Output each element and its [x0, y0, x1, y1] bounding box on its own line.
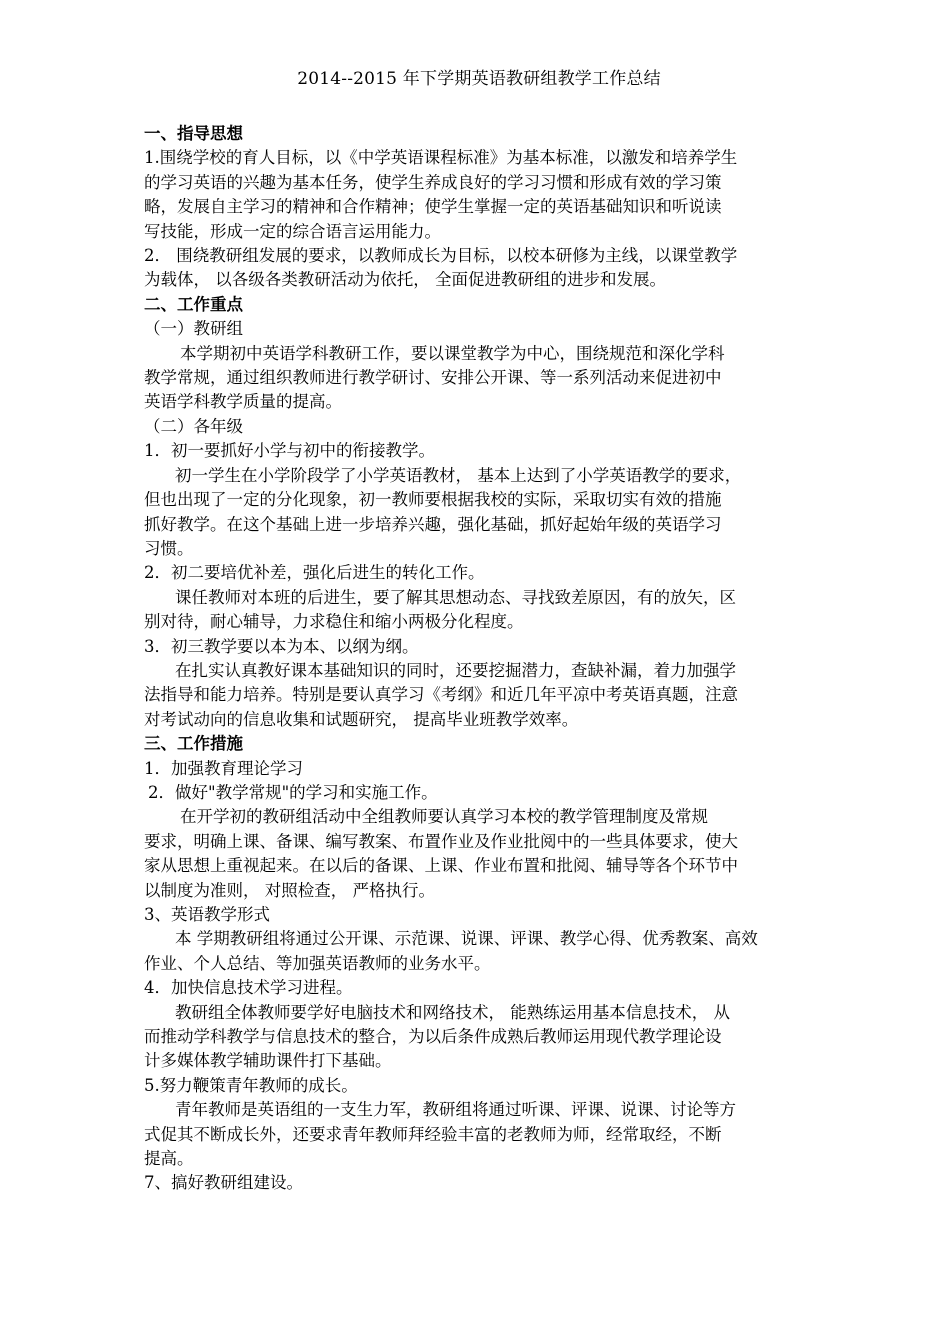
paragraph-line: 教研组全体教师要学好电脑技术和网络技术， 能熟练运用基本信息技术， 从 [175, 1002, 730, 1022]
subsection-heading: （一）教研组 [144, 319, 243, 339]
paragraph-line: 习惯。 [144, 538, 194, 558]
list-item-heading: 4．加快信息技术学习进程。 [144, 978, 353, 998]
document-body [144, 122, 814, 1196]
paragraph-line: 写技能，形成一定的综合语言运用能力。 [144, 221, 441, 241]
paragraph-line: 但也出现了一定的分化现象，初一教师要根据我校的实际，采取切实有效的措施 [144, 490, 722, 510]
paragraph-line: 要求，明确上课、备课、编写教案、布置作业及作业批阅中的一些具体要求，使大 [144, 831, 738, 851]
paragraph-line: 式促其不断成长外，还要求青年教师拜经验丰富的老教师为师，经常取经，不断 [144, 1124, 722, 1144]
paragraph-line: 初一学生在小学阶段学了小学英语教材， 基本上达到了小学英语教学的要求， [175, 465, 742, 485]
paragraph-line: 1.围绕学校的育人目标，以《中学英语课程标准》为基本标准，以激发和培养学生 [144, 148, 738, 168]
list-item-heading: 2．初二要培优补差，强化后进生的转化工作。 [144, 563, 485, 583]
paragraph-line: 英语学科教学质量的提高。 [144, 392, 342, 412]
paragraph-line: 作业、个人总结、等加强英语教师的业务水平。 [144, 953, 491, 973]
document-title: 2014--2015 年下学期英语教研组教学工作总结 [297, 69, 661, 89]
paragraph-line: 本 学期教研组将通过公开课、示范课、说课、评课、教学心得、优秀教案、高效 [175, 929, 758, 949]
paragraph-line: 课任教师对本班的后进生，要了解其思想动态、寻找致差原因，有的放矢，区 [175, 587, 736, 607]
section-heading-guiding-ideology: 一、指导思想 [144, 124, 243, 143]
paragraph-line: 本学期初中英语学科教研工作，要以课堂教学为中心，围绕规范和深化学科 [180, 343, 725, 363]
paragraph-line: 略，发展自主学习的精神和合作精神；使学生掌握一定的英语基础知识和听说读 [144, 197, 722, 217]
paragraph-line: 2． 围绕教研组发展的要求，以教师成长为目标，以校本研修为主线，以课堂教学 [144, 246, 738, 266]
section-heading-work-measures: 三、工作措施 [144, 734, 243, 754]
paragraph-line: 而推动学科教学与信息技术的整合，为以后条件成熟后教师运用现代教学理论设 [144, 1027, 722, 1047]
paragraph-line: 为载体， 以各级各类教研活动为依托， 全面促进教研组的进步和发展。 [144, 270, 666, 290]
list-item-heading: 1．加强教育理论学习 [144, 758, 303, 778]
paragraph-line: 青年教师是英语组的一支生力军，教研组将通过听课、评课、说课、讨论等方 [175, 1100, 736, 1120]
list-item-heading: 2．做好"教学常规"的学习和实施工作。 [148, 782, 438, 802]
list-item-heading: 1．初一要抓好小学与初中的衔接教学。 [144, 441, 435, 461]
paragraph-line: 以制度为准则， 对照检查， 严格执行。 [144, 880, 435, 900]
paragraph-line: 抓好教学。在这个基础上进一步培养兴趣，强化基础，抓好起始年级的英语学习 [144, 514, 722, 534]
paragraph-line: 计多媒体教学辅助课件打下基础。 [144, 1051, 392, 1071]
paragraph-line: 法指导和能力培养。特别是要认真学习《考纲》和近几年平凉中考英语真题，注意 [144, 685, 738, 705]
paragraph-line: 提高。 [144, 1149, 194, 1169]
section-heading-work-focus: 二、工作重点 [144, 294, 243, 314]
paragraph-line: 教学常规，通过组织教师进行教学研讨、安排公开课、等一系列活动来促进初中 [144, 368, 722, 388]
paragraph-line: 在开学初的教研组活动中全组教师要认真学习本校的教学管理制度及常规 [180, 807, 708, 827]
paragraph-line: 家从思想上重视起来。在以后的备课、上课、作业布置和批阅、辅导等各个环节中 [144, 856, 738, 876]
list-item-heading: 5.努力鞭策青年教师的成长。 [144, 1075, 358, 1095]
paragraph-line: 对考试动向的信息收集和试题研究， 提高毕业班教学效率。 [144, 709, 579, 729]
paragraph-line: 在扎实认真教好课本基础知识的同时，还要挖掘潜力，查缺补漏，着力加强学 [175, 660, 736, 680]
list-item-heading: 3、英语教学形式 [144, 905, 270, 924]
document-page [144, 66, 814, 1196]
paragraph-line: 的学习英语的兴趣为基本任务，使学生养成良好的学习习惯和形成有效的学习策 [144, 172, 722, 192]
list-item-heading: 3．初三教学要以本为本、以纲为纲。 [144, 636, 419, 656]
paragraph-line: 别对待，耐心辅导，力求稳住和缩小两极分化程度。 [144, 612, 524, 632]
list-item-heading: 7、搞好教研组建设。 [144, 1173, 303, 1193]
subsection-heading: （二）各年级 [144, 416, 243, 436]
